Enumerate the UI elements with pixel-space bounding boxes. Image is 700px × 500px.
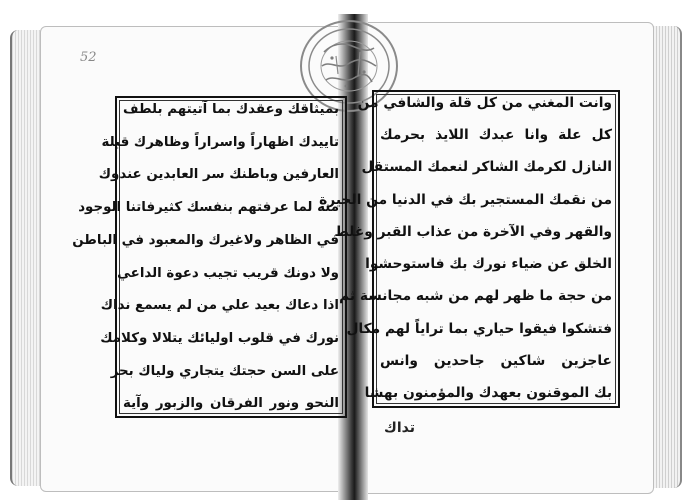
text-line: والقهر وفي الآخرة من عذاب القبر وغلط [334, 223, 612, 240]
text-line: على السن حجتك يتجاري ولياك بحر [110, 363, 339, 379]
text-line: منه لما عرفتهم بنفسك كثيرفاتنا الوجود [78, 200, 339, 216]
text-line: بميثاقك وعقدك بما آتيتهم بلطف [123, 102, 339, 117]
text-line: وانت المغني من كل قلة والشافي من [357, 95, 612, 111]
text-line: الخلق عن ضياء نورك بك فاستوحشوا [365, 256, 612, 273]
text-line: كل علة وانا عبدك اللايذ بحرمك [380, 127, 612, 144]
left-text-block [72, 96, 347, 418]
text-line: في الظاهر ولاغيرك والمعبود في الباطن [72, 232, 339, 248]
text-line: بك الموقنون بعهدك والمؤمنون بهشا [364, 385, 612, 402]
text-line: من حجة ما ظهر لهم من شبه مجانسة ثم [339, 288, 612, 305]
text-line: اذا دعاك بعيد علي من لم يسمع نداك [100, 298, 339, 314]
text-line: نورك في قلوب اوليائك يتلالا وكلامك [100, 331, 339, 347]
text-line: من نقمك المستجير بك في الدنيا من الحيرة [319, 191, 612, 208]
page-number: 52 [80, 50, 97, 65]
text-line: العارفين وباطنك سر العابدين عندوك [98, 167, 339, 183]
right-text-block [319, 90, 620, 408]
text-line: عاجزين شاكين جاحدين وانس [380, 352, 612, 369]
text-line: تاييدك اظهاراً واسراراً وظاهرك قبلة [101, 134, 339, 150]
text-line: ولا دونك قريب تجيب دعوة الداعي [117, 265, 339, 281]
text-line: النحو ونور الفرقان والزبور وآية [123, 396, 339, 412]
catchword: تداك [384, 420, 415, 436]
text-line: النازل لكرمك الشاكر لنعمك المستقل [361, 159, 612, 176]
text-line: فتشكوا فيقوا حياري بما تراياً لهم مكال [346, 320, 612, 337]
